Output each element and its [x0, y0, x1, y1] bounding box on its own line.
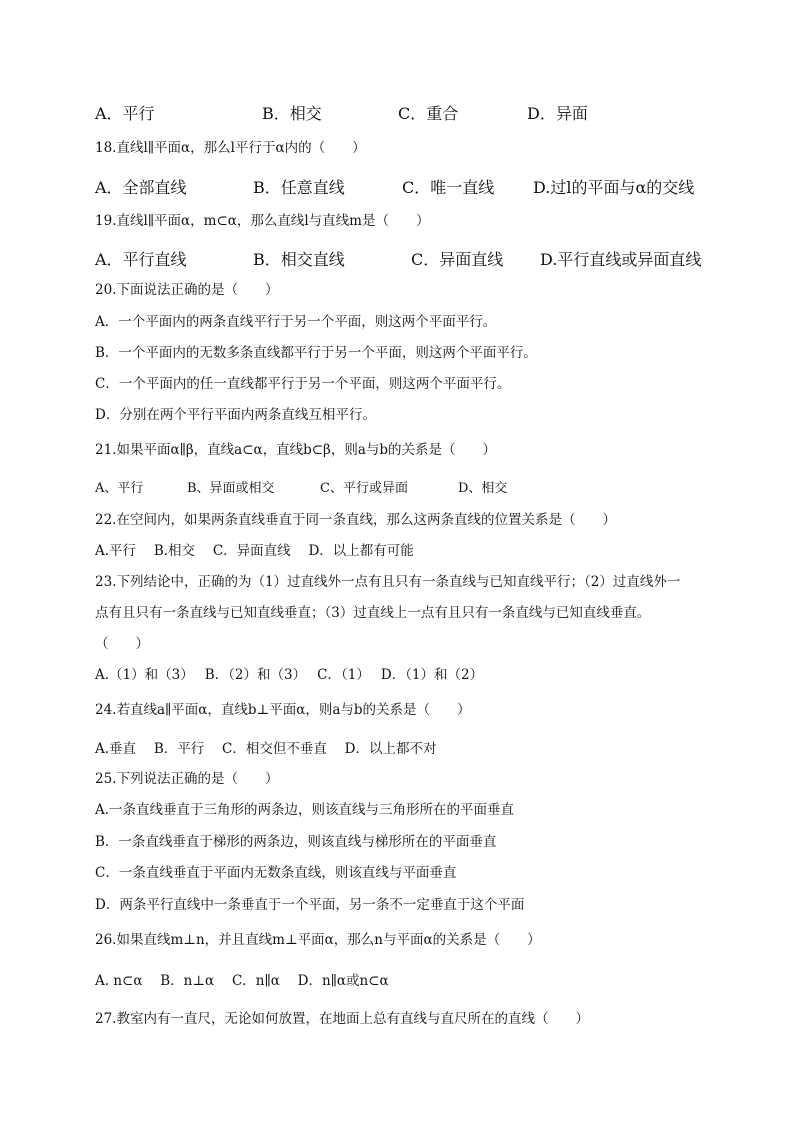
q20-stem: 20.下面说法正确的是（ ）	[95, 282, 279, 298]
q21-option-d: D、相交	[458, 481, 508, 496]
q25-option-b: B．一条直线垂直于梯形的两条边，则该直线与梯形所在的平面垂直	[95, 834, 497, 850]
q18-option-c: C．唯一直线	[402, 178, 495, 197]
q23-options: A.（1）和（3） B．（2）和（3） C．（1） D．（1）和（2）	[95, 667, 484, 683]
q17-option-c: C．重合	[398, 104, 459, 123]
q18-option-d: D.过l的平面与α的交线	[533, 178, 695, 197]
q25-option-a: A.一条直线垂直于三角形的两条边，则该直线与三角形所在的平面垂直	[95, 802, 515, 818]
q22-stem: 22.在空间内，如果两条直线垂直于同一条直线，那么这两条直线的位置关系是（ ）	[95, 512, 616, 528]
q25-option-d: D．两条平行直线中一条垂直于一个平面，另一条不一定垂直于这个平面	[95, 897, 525, 913]
q23-stem-line-2: 点有且只有一条直线与已知直线垂直；（3）过直线上一点有且只有一条直线与已知直线垂直。	[95, 605, 651, 621]
q24-options: A.垂直 B．平行 C．相交但不垂直 D．以上都不对	[95, 741, 437, 757]
q19-option-b: B．相交直线	[253, 250, 345, 269]
q20-option-a: A．一个平面内的两条直线平行于另一个平面，则这两个平面平行。	[95, 314, 497, 330]
q21-stem: 21.如果平面α∥β，直线a⊂α，直线b⊂β，则a与b的关系是（ ）	[95, 442, 497, 458]
q19-stem: 19.直线l∥平面α，m⊂α，那么直线l与直线m是（ ）	[95, 213, 430, 229]
q24-stem: 24.若直线a∥平面α，直线b⊥平面α，则a与b的关系是（ ）	[95, 702, 471, 718]
q21-option-c: C、平行或异面	[320, 481, 408, 496]
q25-option-c: C．一条直线垂直于平面内无数条直线，则该直线与平面垂直	[95, 865, 457, 881]
q19-option-d: D.平行直线或异面直线	[540, 250, 702, 269]
q23-stem-line-3: （ ）	[95, 636, 149, 652]
q27-stem: 27.教室内有一直尺，无论如何放置，在地面上总有直线与直尺所在的直线（ ）	[95, 1011, 589, 1027]
q26-stem: 26.如果直线m⊥n，并且直线m⊥平面α，那么n与平面α的关系是（ ）	[95, 932, 541, 948]
q19-option-c: C．异面直线	[411, 250, 504, 269]
q17-option-a: A．平行	[95, 104, 155, 123]
q18-option-b: B．任意直线	[253, 178, 345, 197]
q22-options: A.平行 B.相交 C．异面直线 D．以上都有可能	[95, 543, 414, 559]
q25-stem: 25.下列说法正确的是（ ）	[95, 771, 279, 787]
q17-option-b: B．相交	[262, 104, 322, 123]
q21-option-b: B、异面或相交	[187, 481, 275, 496]
q21-option-a: A、平行	[95, 481, 144, 496]
q26-options: A. n⊂α B．n⊥α C．n∥α D．n∥α或n⊂α	[95, 973, 389, 989]
q18-option-a: A．全部直线	[95, 178, 187, 197]
q23-stem-line-1: 23.下列结论中，正确的为（1）过直线外一点有且只有一条直线与已知直线平行；（2）过直线外一	[95, 574, 681, 590]
q20-option-d: D．分别在两个平行平面内两条直线互相平行。	[95, 407, 376, 423]
q17-option-d: D．异面	[527, 104, 588, 123]
q20-option-c: C．一个平面内的任一直线都平行于另一个平面，则这两个平面平行。	[95, 376, 511, 392]
q19-option-a: A．平行直线	[95, 250, 187, 269]
q20-option-b: B．一个平面内的无数多条直线都平行于另一个平面，则这两个平面平行。	[95, 345, 537, 361]
q18-stem: 18.直线l∥平面α，那么l平行于α内的（ ）	[95, 140, 366, 156]
